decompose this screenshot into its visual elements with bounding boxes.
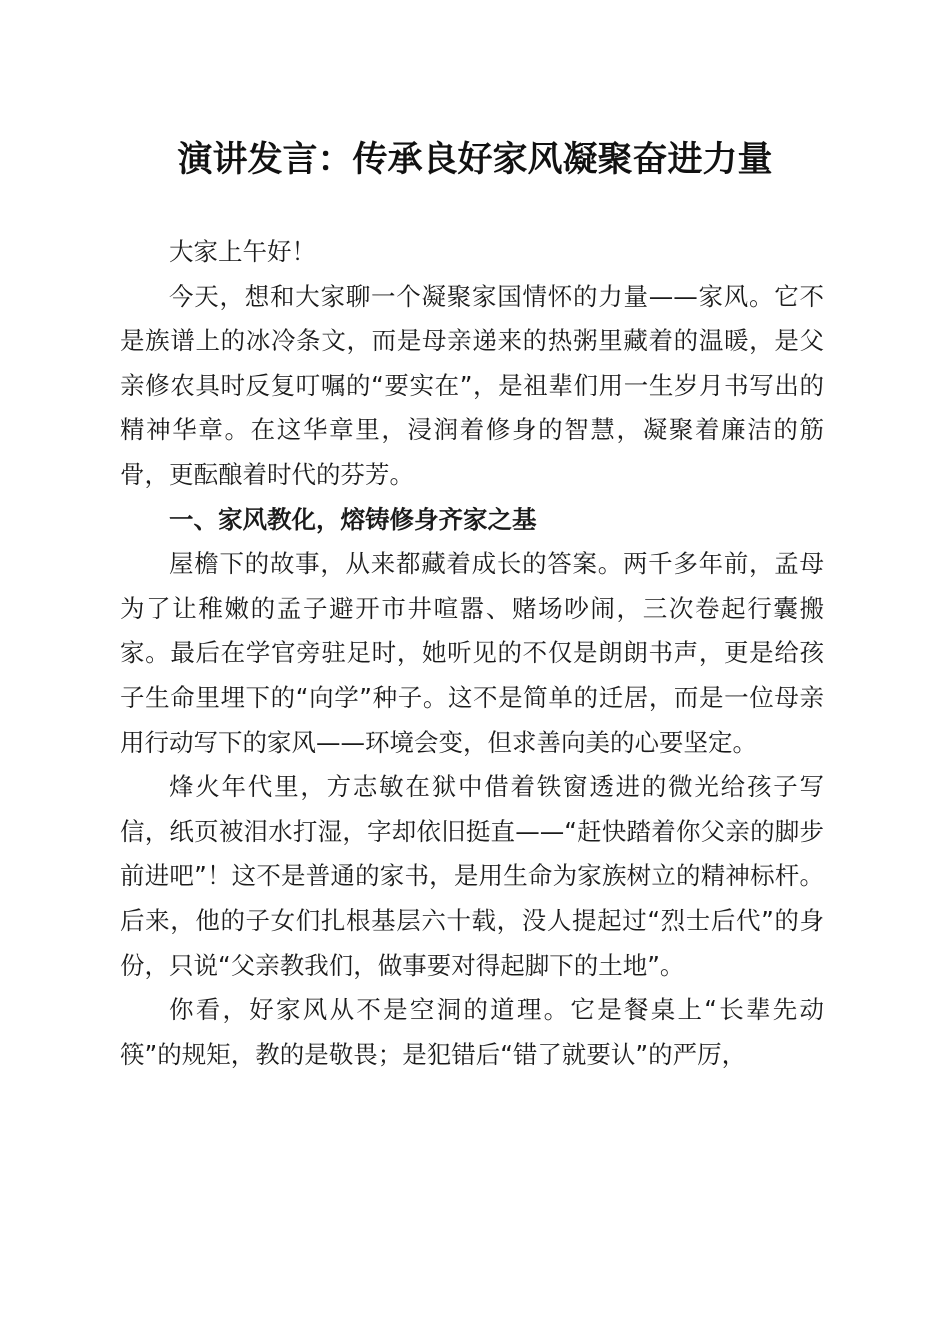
body-paragraph: 烽火年代里，方志敏在狱中借着铁窗透进的微光给孩子写信，纸页被泪水打湿，字却依旧挺直——“赶快踏着你父亲的脚步前进吧”！这不是普通的家书，是用生命为家族树立的精神标杆。后来，他的子女们扎根基层六十载，没人提起过“烈士后代”的身份，只说“父亲教我们，做事要对得起脚下的土地”。 [120,772,824,980]
document-body [120,230,824,1077]
body-paragraph: 屋檐下的故事，从来都藏着成长的答案。两千多年前，孟母为了让稚嫩的孟子避开市井喧嚣、赌场吵闹，三次卷起行囊搬家。最后在学官旁驻足时，她听见的不仅是朗朗书声，更是给孩子生命里埋下的“向学”种子。这不是简单的迁居，而是一位母亲用行动写下的家风——环境会变，但求善向美的心要坚定。 [120,549,824,757]
intro-paragraph: 今天，想和大家聊一个凝聚家国情怀的力量——家风。它不是族谱上的冰冷条文，而是母亲递来的热粥里藏着的温暖，是父亲修农具时反复叮嘱的“要实在”，是祖辈们用一生岁月书写出的精神华章。在这华章里，浸润着修身的智慧，凝聚着廉洁的筋骨，更酝酿着时代的芬芳。 [120,281,824,489]
section-heading: 一、家风教化，熔铸修身齐家之基 [169,504,537,534]
document-title: 演讲发言：传承良好家风凝聚奋进力量 [177,139,773,180]
body-paragraph: 你看，好家风从不是空洞的道理。它是餐桌上“长辈先动筷”的规矩，教的是敬畏；是犯错后“错了就要认”的严厉， [120,995,824,1069]
greeting-paragraph: 大家上午好！ [169,237,316,266]
